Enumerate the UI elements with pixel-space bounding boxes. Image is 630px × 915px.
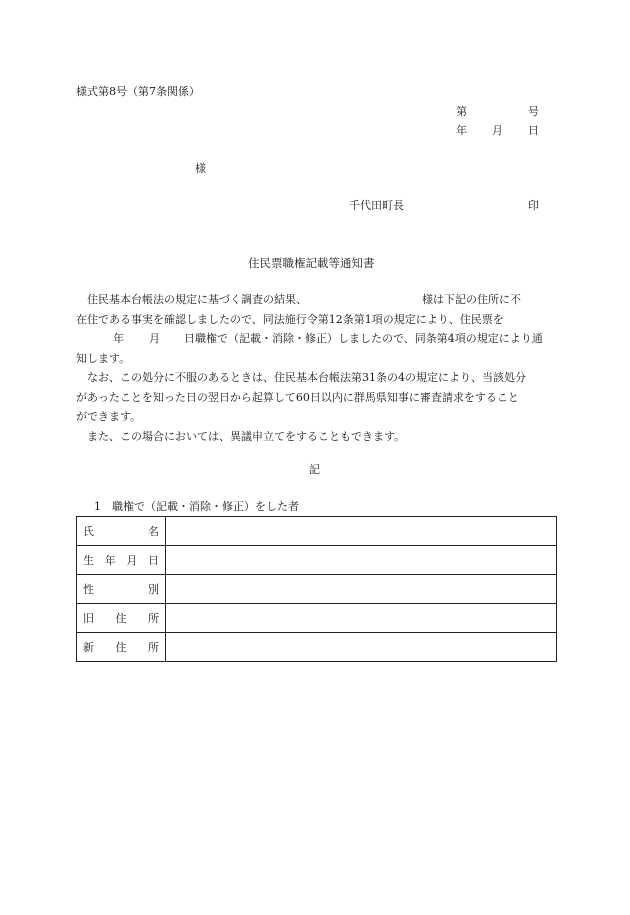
body-line-5-text: なお、この処分に不服のあるときは、住民基本台帳法第31条の4の規定により、当該処分 (87, 371, 526, 384)
table-row-name (77, 517, 557, 546)
row-value-name (166, 517, 557, 546)
table-row-former-address (77, 604, 557, 633)
row-value-sex (166, 575, 557, 604)
table-row-sex (77, 575, 557, 604)
document-title: 住民票職権記載等通知書 (248, 256, 375, 270)
row-label-char: 住 (115, 641, 127, 654)
body-line-1 (76, 290, 552, 310)
body-line-5 (76, 368, 552, 388)
body-line-7: ができます。 (76, 410, 142, 423)
sender-name: 千代田町長 (349, 199, 404, 212)
date-day: 日 (528, 124, 539, 137)
date-year: 年 (456, 124, 467, 137)
addressee-honorific: 様 (195, 162, 206, 175)
row-value-birthdate (166, 546, 557, 575)
row-label-char: 新 (83, 641, 94, 654)
body-line-4: 知します。 (76, 351, 131, 365)
body-line-2: 在住である事実を確認しましたので、同法施行令第12条第1項の規定により、住民票を (76, 312, 504, 326)
table-row-birthdate (77, 546, 557, 575)
doc-number-prefix: 第 (456, 105, 467, 118)
row-label-birthdate (77, 546, 166, 575)
body-line-1b: 様は下記の住所に不 (422, 293, 521, 306)
row-label-char: 氏 (83, 525, 94, 538)
date-month: 月 (492, 124, 503, 137)
row-label-sex (77, 575, 166, 604)
row-label-former-address (77, 604, 166, 633)
body-line-3-year: 年 (113, 332, 124, 345)
table-row-new-address (77, 633, 557, 662)
row-label-char: 生 (83, 554, 94, 567)
body-text (76, 290, 552, 446)
row-label-char: 所 (148, 641, 159, 654)
row-label-char: 性 (83, 583, 94, 596)
body-line-8-text: また、この場合においては、異議申立てをすることもできます。 (87, 429, 406, 443)
ki-mark: 記 (309, 463, 320, 476)
form-number: 様式第8号（第7条関係） (76, 85, 200, 98)
persons-table (76, 516, 557, 662)
row-value-former-address (166, 604, 557, 633)
row-label-char: 旧 (83, 612, 94, 625)
row-label-char: 住 (115, 612, 127, 625)
row-label-name (77, 517, 166, 546)
body-line-3-rest: 日職権で（記載・消除・修正）しましたので、同条第4項の規定により通 (184, 332, 543, 345)
body-line-1a: 住民基本台帳法の規定に基づく調査の結果、 (87, 293, 307, 306)
row-label-new-address (77, 633, 166, 662)
body-line-8 (76, 427, 552, 447)
section-1-heading: 1 職権で（記載・消除・修正）をした者 (94, 500, 299, 513)
row-label-char: 名 (148, 525, 159, 538)
row-value-new-address (166, 633, 557, 662)
body-line-6: があったことを知った日の翌日から起算して60日以内に群馬県知事に審査請求をすること (76, 390, 519, 404)
seal-mark: 印 (528, 199, 539, 212)
row-label-char: 日 (147, 554, 159, 567)
row-label-char: 月 (126, 554, 138, 567)
row-label-char: 所 (148, 612, 159, 625)
row-label-char: 別 (148, 583, 159, 596)
doc-number-suffix: 号 (528, 105, 539, 118)
body-line-3-month: 月 (149, 332, 160, 345)
row-label-char: 年 (104, 554, 116, 567)
body-line-3 (76, 329, 552, 349)
